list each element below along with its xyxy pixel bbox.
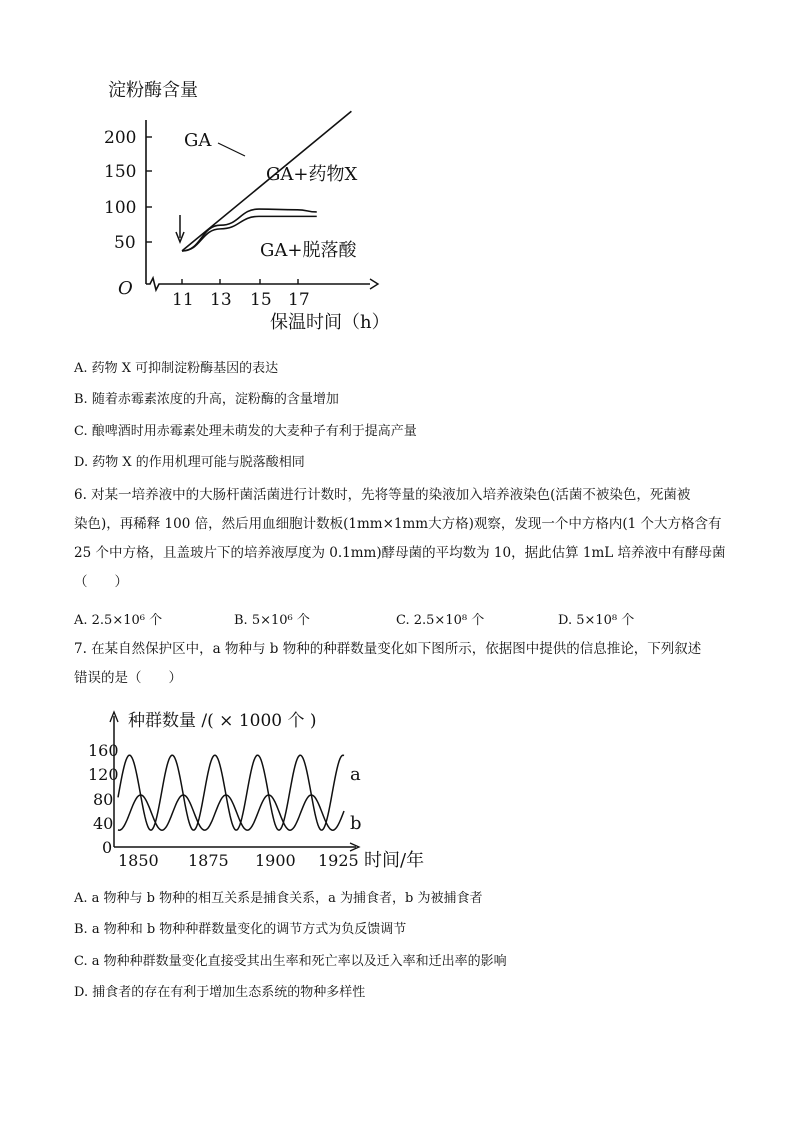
chart1-ytick-50: 50 — [114, 233, 136, 253]
label-series-b: b — [350, 813, 362, 834]
population-chart — [88, 702, 438, 877]
q7-stem-line1: 7. 在某自然保护区中，a 物种与 b 物种的种群数量变化如下图所示，依据图中提供的信息推论，下列叙述 — [74, 641, 702, 657]
q5-option-d: D. 药物 X 的作用机理可能与脱落酸相同 — [74, 455, 305, 470]
chart1-xtick-13: 13 — [210, 290, 232, 310]
chart2-xtick-1875: 1875 — [188, 851, 229, 870]
series-b-line — [118, 795, 344, 830]
label-ga: GA — [184, 130, 212, 151]
q6-stem-line3: 25 个中方格，且盖玻片下的培养液厚度为 0.1mm)酵母菌的平均数为 10，据此估算 1mL 培养液中有酵母菌 — [74, 545, 726, 561]
chart1-xtick-17: 17 — [288, 290, 310, 310]
q7-stem-line2: 错误的是（ ） — [74, 670, 182, 686]
q6-stem — [74, 481, 726, 597]
chart1-ytick-100: 100 — [104, 198, 137, 218]
chart2-xtick-1900: 1900 — [255, 851, 296, 870]
chart1-xtick-11: 11 — [172, 290, 194, 310]
label-ga-drug-x: GA+药物X — [266, 164, 358, 185]
chart2-xtick-1925: 1925 — [318, 851, 359, 870]
chart2-ytick-120: 120 — [88, 765, 119, 784]
q6-stem-line1: 6. 对某一培养液中的大肠杆菌活菌进行计数时，先将等量的染液加入培养液染色(活菌不被染色，死菌被 — [74, 487, 691, 503]
amylase-chart — [100, 70, 400, 335]
chart2-ylabel: 种群数量 /( × 1000 个 ) — [128, 711, 317, 731]
chart1-ytick-150: 150 — [104, 162, 137, 182]
chart1-origin: O — [118, 278, 133, 299]
q6-option-d: D. 5×10⁸ 个 — [558, 613, 635, 628]
q6-stem-line2: 染色)，再稀释 100 倍，然后用血细胞计数板(1mm×1mm大方格)观察，发现一个中方格内(1 个大方格含有 — [74, 516, 722, 532]
chart1-y-ticks — [146, 137, 152, 242]
q6-option-b: B. 5×10⁶ 个 — [234, 613, 310, 628]
chart2-xlabel: 时间/年 — [364, 850, 425, 871]
chart1-ytick-200: 200 — [104, 128, 137, 148]
chart1-xlabel: 保温时间（h） — [270, 312, 390, 333]
q7-option-a: A. a 物种与 b 物种的相互关系是捕食关系，a 为捕食者，b 为被捕食者 — [74, 891, 483, 906]
q5-option-a: A. 药物 X 可抑制淀粉酶基因的表达 — [74, 361, 279, 376]
q5-option-c: C. 酿啤酒时用赤霉素处理未萌发的大麦种子有利于提高产量 — [74, 424, 417, 439]
chart1-xtick-15: 15 — [250, 290, 272, 310]
label-series-a: a — [350, 764, 361, 785]
chart2-ytick-80: 80 — [93, 790, 114, 809]
q7-option-b: B. a 物种和 b 物种种群数量变化的调节方式为负反馈调节 — [74, 922, 407, 937]
chart2-ytick-40: 40 — [93, 814, 114, 833]
q5-option-b: B. 随着赤霉素浓度的升高，淀粉酶的含量增加 — [74, 392, 339, 407]
label-ga-aba: GA+脱落酸 — [260, 240, 357, 261]
chart1-ylabel: 淀粉酶含量 — [108, 80, 198, 101]
chart1-x-axis — [146, 278, 370, 290]
chart2-ytick-160: 160 — [88, 741, 119, 760]
chart1-x-arrow — [370, 279, 378, 289]
q6-option-a: A. 2.5×10⁶ 个 — [74, 613, 163, 628]
q7-option-c: C. a 物种种群数量变化直接受其出生率和死亡率以及迁入率和迁出率的影响 — [74, 954, 507, 969]
q7-stem — [74, 635, 726, 693]
q6-stem-line4: （ ） — [74, 574, 128, 590]
series-a-line — [118, 755, 344, 830]
q7-option-d: D. 捕食者的存在有利于增加生态系统的物种多样性 — [74, 985, 366, 1000]
label-ga-leader — [218, 143, 245, 156]
chart2-xtick-1850: 1850 — [118, 851, 159, 870]
q6-option-c: C. 2.5×10⁸ 个 — [396, 613, 485, 628]
chart2-ytick-0: 0 — [102, 838, 113, 857]
